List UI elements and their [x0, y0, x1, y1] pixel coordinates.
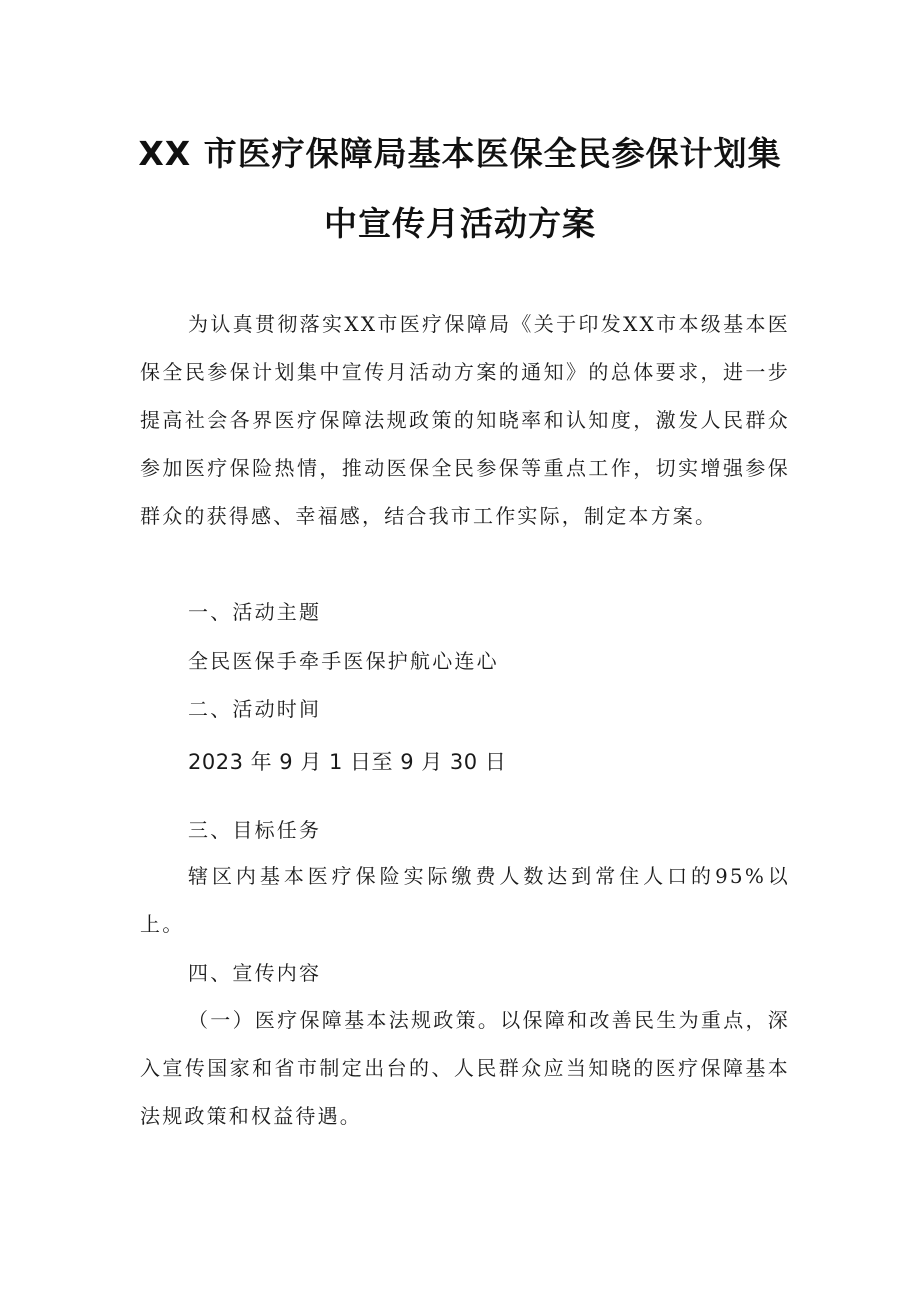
section-3-heading: 三、目标任务	[188, 818, 322, 842]
section-3-text: 辖区内基本医疗保险实际缴费人数达到常住人口的95%以上。	[140, 864, 790, 936]
intro-paragraph: 为认真贯彻落实XX市医疗保障局《关于印发XX市本级基本医保全民参保计划集中宣传月活动方案的通知》的总体要求，进一步提高社会各界医疗保障法规政策的知晓率和认知度，激发人民群众参加医疗保险热情，推动医保全民参保等重点工作，切实增强参保群众的获得感、幸福感，结合我市工作实际，制定本方案。	[140, 312, 790, 528]
section-1-heading: 一、活动主题	[188, 600, 322, 624]
section-4-heading: 四、宣传内容	[188, 961, 322, 985]
document-title-line-1: XX 市医疗保障局基本医保全民参保计划集	[138, 134, 782, 173]
section-4-item-1: （一）医疗保障基本法规政策。以保障和改善民生为重点，深入宣传国家和省市制定出台的、人民群众应当知晓的医疗保障基本法规政策和权益待遇。	[140, 1008, 790, 1128]
document-title-line-2: 中宣传月活动方案	[324, 204, 596, 243]
section-1-text: 全民医保手牵手医保护航心连心	[188, 649, 499, 673]
section-2-heading: 二、活动时间	[188, 697, 322, 721]
section-2-text: 2023 年 9 月 1 日至 9 月 30 日	[188, 750, 507, 774]
